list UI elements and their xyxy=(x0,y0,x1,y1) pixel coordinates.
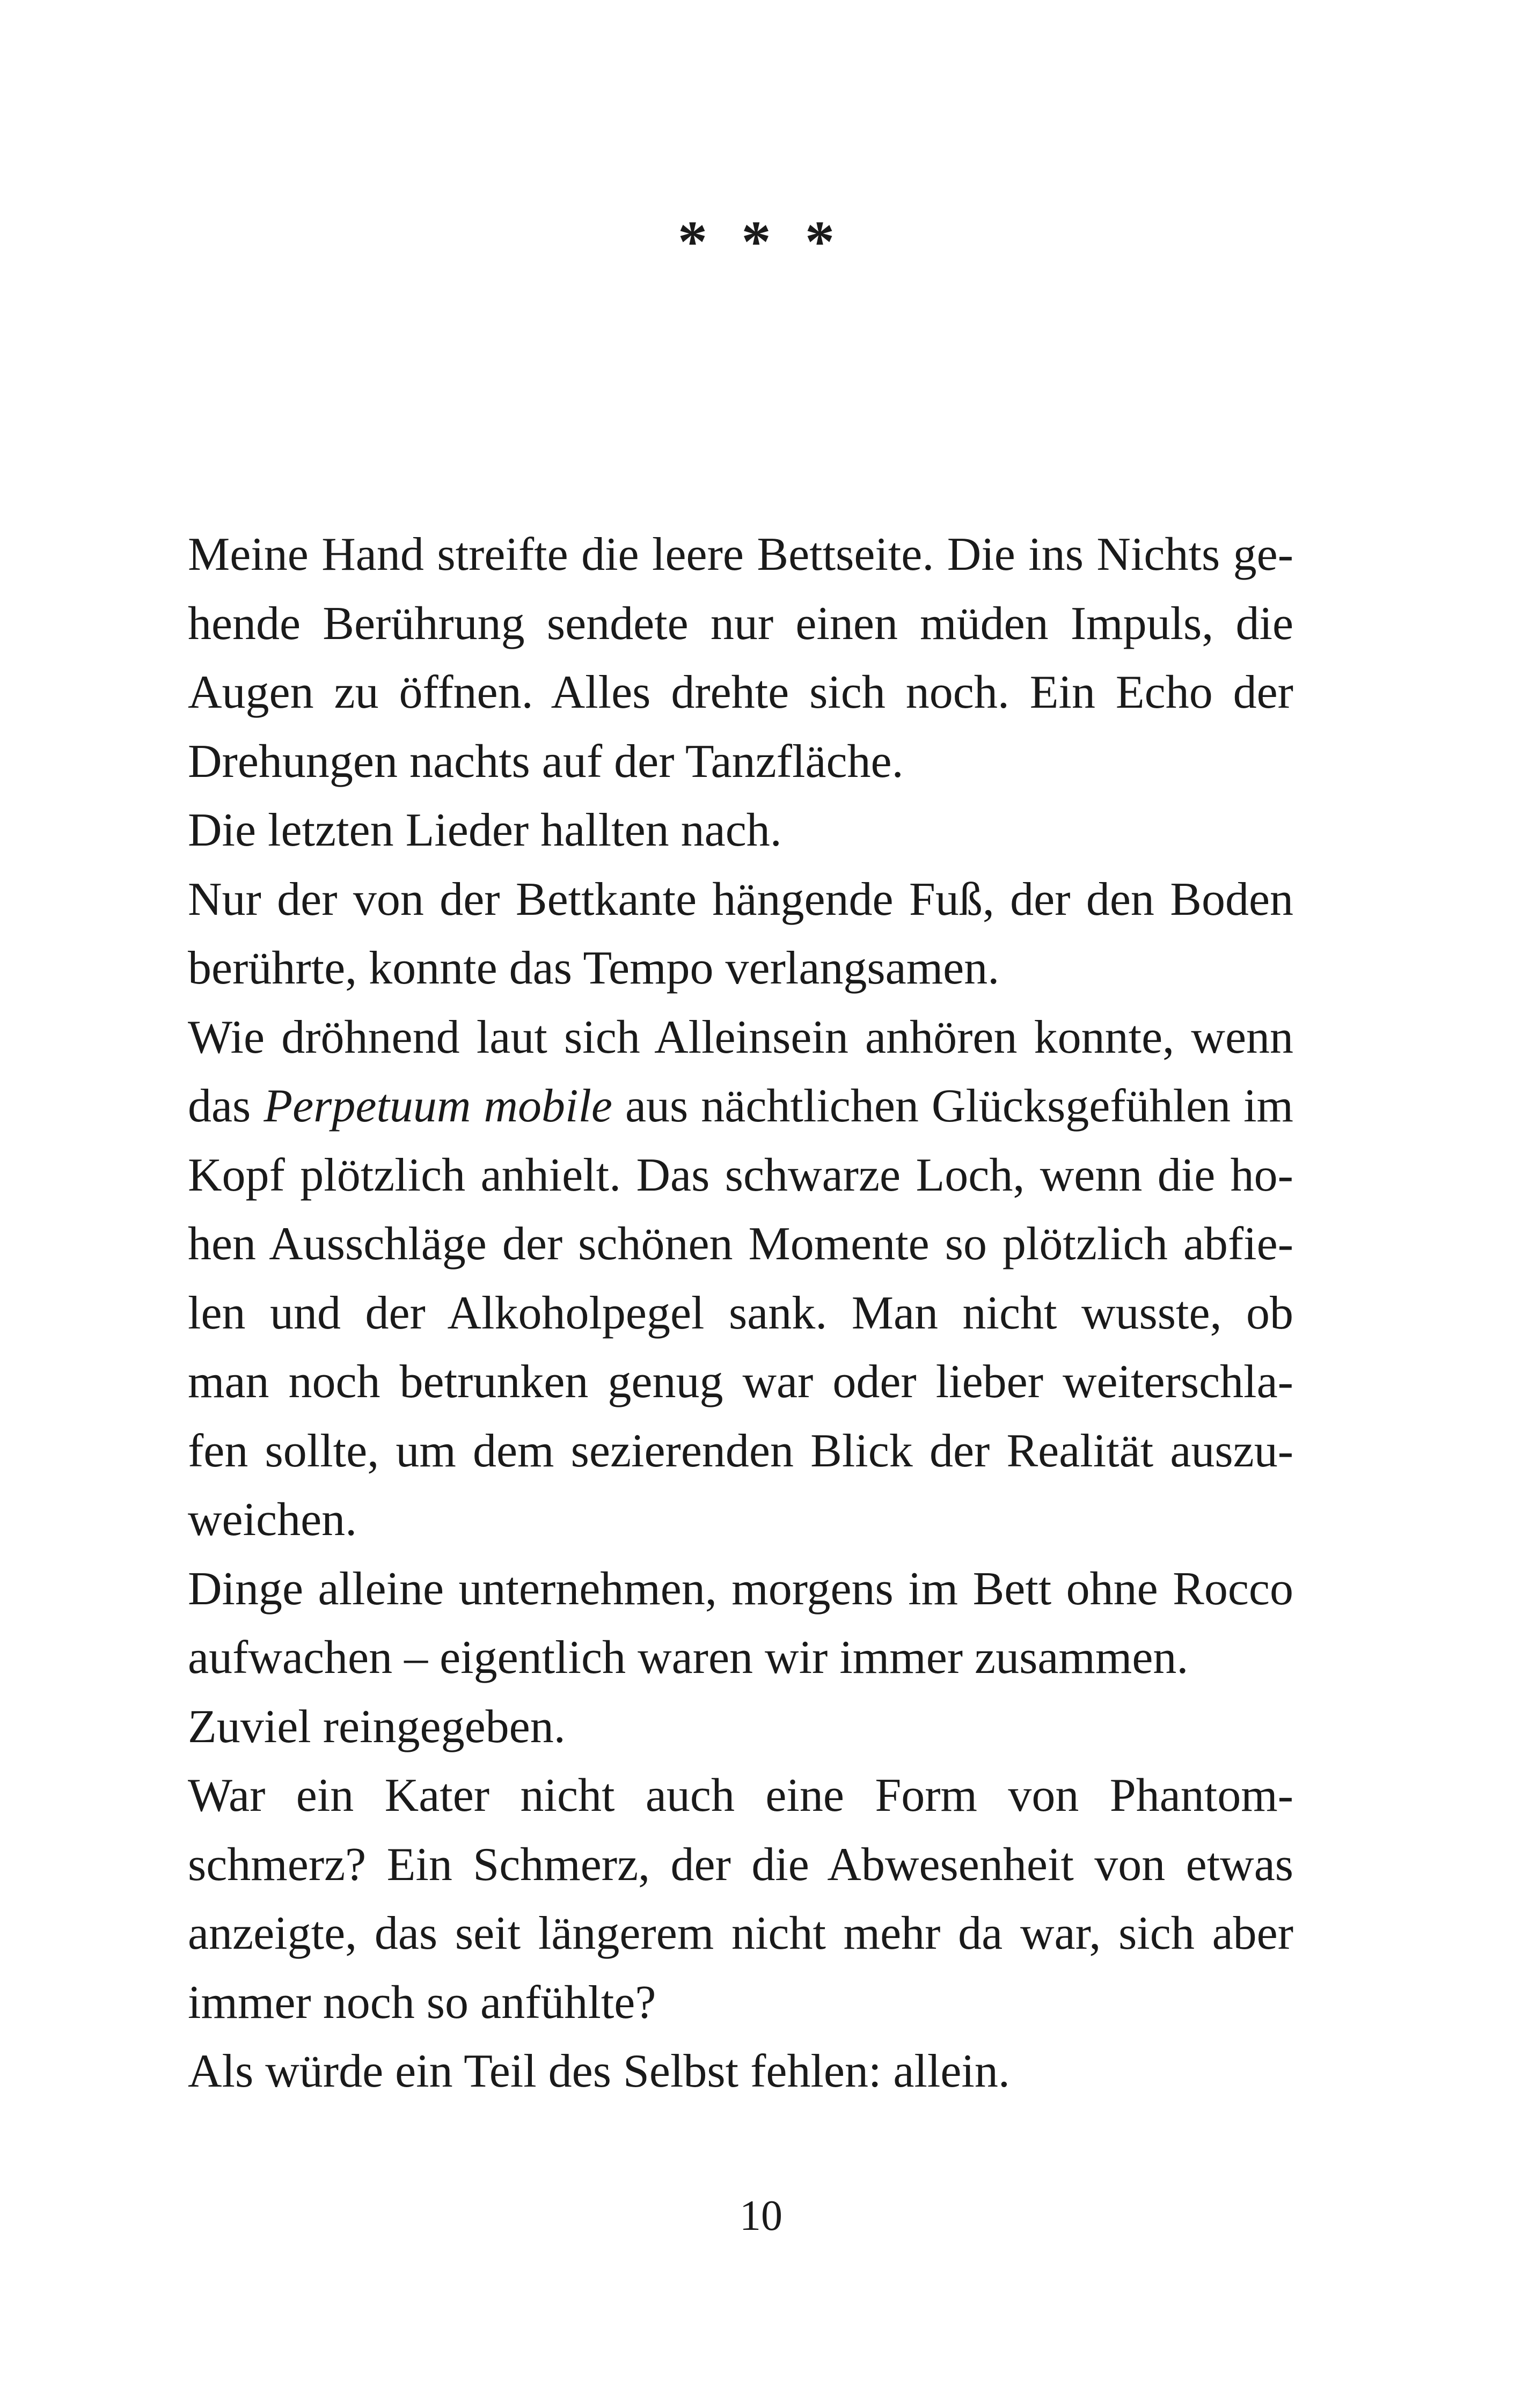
page-number: 10 xyxy=(740,2192,782,2240)
text-line: weichen. xyxy=(188,1494,357,1546)
text-line: Zuviel reingegeben. xyxy=(188,1700,566,1753)
text-line: Dinge alleine unternehmen, morgens im Bett ohne Rocco xyxy=(188,1562,1293,1615)
text-line: Wie dröhnend laut sich Alleinsein anhören konnte, wenn xyxy=(188,1011,1293,1063)
text-line: anzeigte, das seit längerem nicht mehr da war, sich aber xyxy=(188,1907,1293,1959)
text-line: hen Ausschläge der schönen Momente so plötzlich abfie- xyxy=(188,1218,1293,1270)
text-segment: das xyxy=(188,1080,264,1132)
text-line: len und der Alkoholpegel sank. Man nicht wusste, ob xyxy=(188,1287,1293,1339)
text-segment: aus nächtlichen Glücksgefühlen im xyxy=(612,1080,1293,1132)
italic-phrase: Perpetuum mobile xyxy=(264,1080,612,1132)
text-line xyxy=(188,1072,1293,1141)
text-line: schmerz? Ein Schmerz, der die Abwesenheit von etwas xyxy=(188,1838,1293,1891)
text-line: man noch betrunken genug war oder lieber weiterschla- xyxy=(188,1356,1293,1408)
text-line: hende Berührung sendete nur einen müden Impuls, die xyxy=(188,597,1293,650)
text-line: Kopf plötzlich anhielt. Das schwarze Loch, wenn die ho- xyxy=(188,1149,1293,1201)
section-break-ornament: * * * xyxy=(678,209,844,274)
text-line: Meine Hand streifte die leere Bettseite. Die ins Nichts ge- xyxy=(188,528,1293,581)
text-line: fen sollte, um dem sezierenden Blick der Realität auszu- xyxy=(188,1425,1293,1477)
text-line: berührte, konnte das Tempo verlangsamen. xyxy=(188,942,1000,994)
body-text xyxy=(188,520,1293,2106)
text-line: immer noch so anfühlte? xyxy=(188,1976,656,2029)
text-line: Nur der von der Bettkante hängende Fuß, der den Boden xyxy=(188,873,1293,926)
text-line: aufwachen – eigentlich waren wir immer zusammen. xyxy=(188,1632,1189,1684)
text-line: Als würde ein Teil des Selbst fehlen: allein. xyxy=(188,2045,1010,2097)
text-line: Die letzten Lieder hallten nach. xyxy=(188,804,782,856)
text-line: Augen zu öffnen. Alles drehte sich noch. Ein Echo der xyxy=(188,666,1293,718)
text-line: War ein Kater nicht auch eine Form von Phantom- xyxy=(188,1770,1293,1822)
text-line: Drehungen nachts auf der Tanzfläche. xyxy=(188,735,904,788)
